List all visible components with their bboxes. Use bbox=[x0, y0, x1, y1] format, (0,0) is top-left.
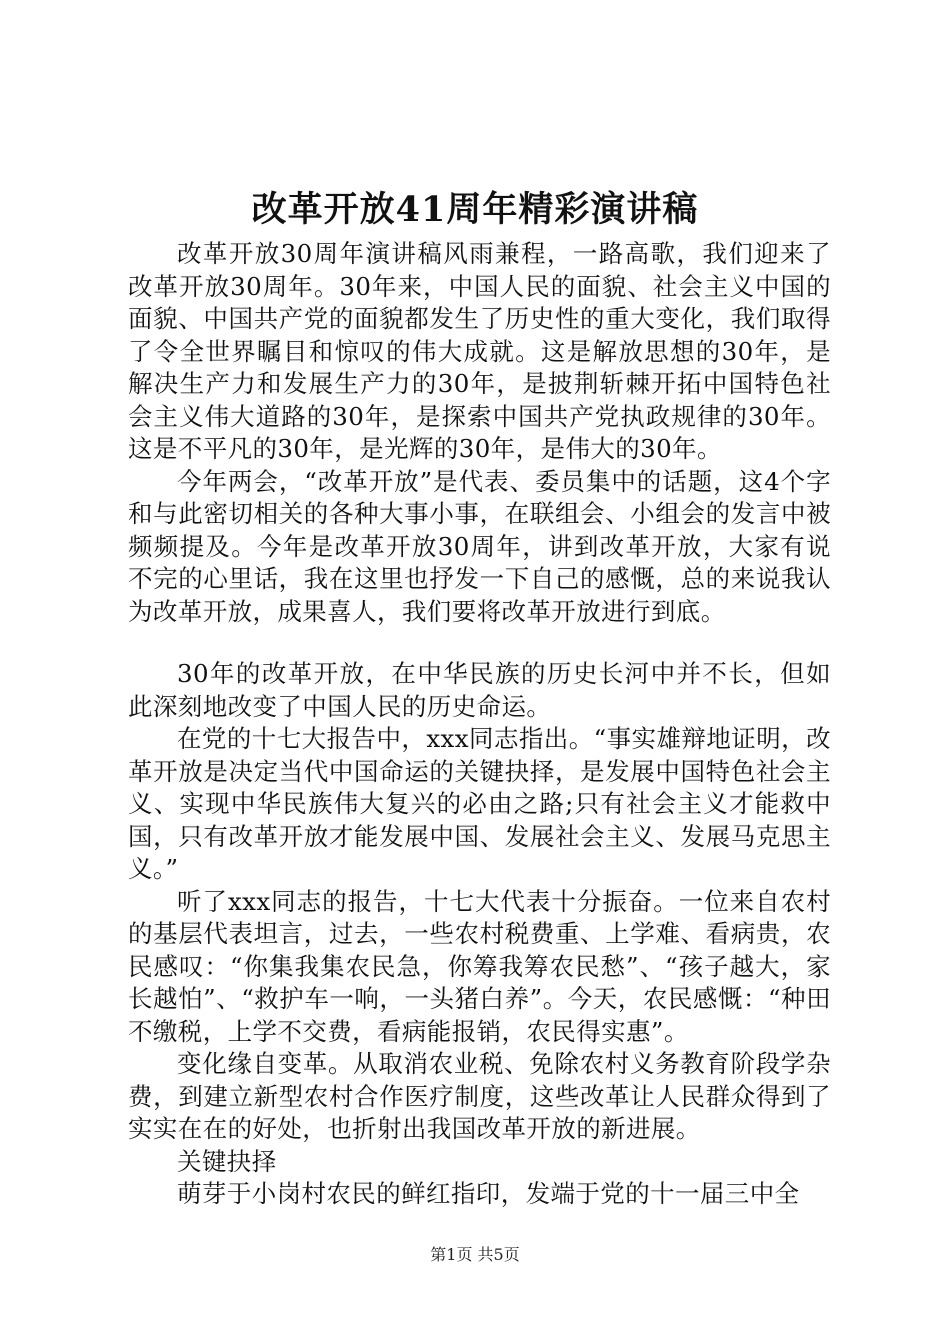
paragraph-3: 30年的改革开放，在中华民族的历史长河中并不长，但如此深刻地改变了中国人民的历史命运。 bbox=[128, 659, 831, 721]
page-title: 改革开放41周年精彩演讲稿 bbox=[251, 189, 699, 230]
paragraph-4: 在党的十七大报告中，xxx同志指出。“事实雄辩地证明，改革开放是决定当代中国命运的关键抉择，是发展中国特色社会主义、实现中华民族伟大复兴的必由之路;只有社会主义才能救中国，只有改革开放才能发展中国、发展社会主义、发展马克思主义。” bbox=[128, 724, 831, 883]
paragraph-1: 改革开放30周年演讲稿风雨兼程，一路高歌，我们迎来了改革开放30周年。30年来，中国人民的面貌、社会主义中国的面貌、中国共产党的面貌都发生了历史性的重大变化，我们取得了令全世界瞩目和惊叹的伟大成就。这是解放思想的30年，是解决生产力和发展生产力的30年，是披荆斩棘开拓中国特色社会主义伟大道路的30年，是探索中国共产党执政规律的30年。这是不平凡的30年，是光辉的30年，是伟大的30年。 bbox=[128, 239, 831, 463]
paragraph-2: 今年两会，“改革开放”是代表、委员集中的话题，这4个字和与此密切相关的各种大事小事，在联组会、小组会的发言中被频频提及。今年是改革开放30周年，讲到改革开放，大家有说不完的心里话，我在这里也抒发一下自己的感慨，总的来说我认为改革开放，成果喜人，我们要将改革开放进行到底。 bbox=[128, 466, 831, 626]
paragraph-5: 听了xxx同志的报告，十七大代表十分振奋。一位来自农村的基层代表坦言，过去，一些农村税费重、上学难、看病贵，农民感叹：“你集我集农民急，你筹我筹农民愁”、“孩子越大，家长越怕”、“救护车一响，一头猪白养”。今天，农民感慨：“种田不缴税，上学不交费，看病能报销，农民得实惠”。 bbox=[128, 886, 831, 1046]
document-body bbox=[128, 238, 831, 1211]
page-footer: 第1页 共5页 bbox=[430, 1245, 520, 1264]
paragraph-7: 萌芽于小岗村农民的鲜红指印，发端于党的十一届三中全 bbox=[177, 1179, 800, 1208]
section-heading: 关键抉择 bbox=[177, 1146, 277, 1176]
paragraph-6: 变化缘自变革。从取消农业税、免除农村义务教育阶段学杂费，到建立新型农村合作医疗制度，这些改革让人民群众得到了实实在在的好处，也折射出我国改革开放的新进展。 bbox=[128, 1049, 831, 1143]
